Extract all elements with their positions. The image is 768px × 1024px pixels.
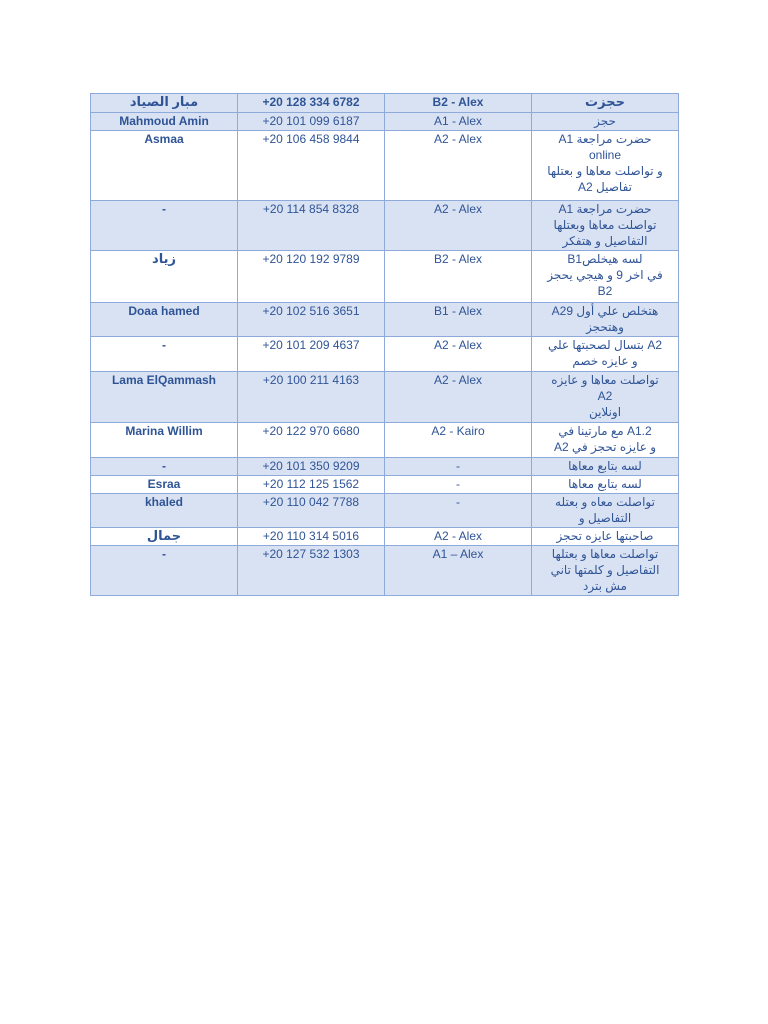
level-cell: B2 - Alex <box>385 94 532 113</box>
table-row <box>91 251 679 303</box>
phone-cell: +20 122 970 6680 <box>238 423 385 458</box>
level-cell: A1 – Alex <box>385 546 532 596</box>
phone-cell: +20 101 099 6187 <box>238 113 385 131</box>
phone-cell: +20 114 854 8328 <box>238 201 385 251</box>
notes-cell: حضرت مراجعة A1 online و تواصلت معاها و بعتلها تفاصيل A2 <box>532 131 679 201</box>
phone-cell: +20 120 192 9789 <box>238 251 385 303</box>
phone-cell: +20 102 516 3651 <box>238 303 385 337</box>
table-row <box>91 476 679 494</box>
name-cell: مبار الصياد <box>91 94 238 113</box>
level-cell: A2 - Kairo <box>385 423 532 458</box>
table-row <box>91 372 679 423</box>
level-cell: B1 - Alex <box>385 303 532 337</box>
level-cell: A2 - Alex <box>385 528 532 546</box>
notes-cell: حجز <box>532 113 679 131</box>
phone-cell: +20 112 125 1562 <box>238 476 385 494</box>
level-cell: A2 - Alex <box>385 337 532 372</box>
notes-cell: A2 بتسال لصحبتها علي و عايزه خصم <box>532 337 679 372</box>
phone-cell: +20 110 042 7788 <box>238 494 385 528</box>
notes-cell: تواصلت معاه و بعتله التفاصيل و <box>532 494 679 528</box>
phone-cell: +20 128 334 6782 <box>238 94 385 113</box>
notes-cell: لسه بتابع معاها <box>532 458 679 476</box>
name-cell: khaled <box>91 494 238 528</box>
notes-cell: هتخلص علي أول A29 وهتحجز <box>532 303 679 337</box>
table-row <box>91 423 679 458</box>
table-row <box>91 94 679 113</box>
notes-cell: حضرت مراجعة A1 تواصلت معاها وبعتلها التفاصيل و هتفكر <box>532 201 679 251</box>
table-row <box>91 113 679 131</box>
name-cell: Doaa hamed <box>91 303 238 337</box>
phone-cell: +20 127 532 1303 <box>238 546 385 596</box>
level-cell: A2 - Alex <box>385 131 532 201</box>
table-row <box>91 201 679 251</box>
phone-cell: +20 100 211 4163 <box>238 372 385 423</box>
phone-cell: +20 106 458 9844 <box>238 131 385 201</box>
notes-cell: لسه بتابع معاها <box>532 476 679 494</box>
phone-cell: +20 101 350 9209 <box>238 458 385 476</box>
table-row <box>91 131 679 201</box>
level-cell: - <box>385 476 532 494</box>
level-cell: B2 - Alex <box>385 251 532 303</box>
notes-cell: حجزت <box>532 94 679 113</box>
contacts-table-body <box>91 94 679 596</box>
table-row <box>91 528 679 546</box>
notes-cell: لسه هيخلصB1 في اخر 9 و هيجي يحجز B2 <box>532 251 679 303</box>
table-row <box>91 337 679 372</box>
notes-cell: تواصلت معاها و عايزه A2 اونلاين <box>532 372 679 423</box>
name-cell: - <box>91 546 238 596</box>
name-cell: - <box>91 337 238 372</box>
name-cell: جمال <box>91 528 238 546</box>
name-cell: Marina Willim <box>91 423 238 458</box>
name-cell: - <box>91 458 238 476</box>
name-cell: Lama ElQammash <box>91 372 238 423</box>
name-cell: Esraa <box>91 476 238 494</box>
table-row <box>91 303 679 337</box>
contacts-table <box>90 93 679 596</box>
name-cell: زياد <box>91 251 238 303</box>
phone-cell: +20 110 314 5016 <box>238 528 385 546</box>
table-row <box>91 494 679 528</box>
name-cell: - <box>91 201 238 251</box>
name-cell: Mahmoud Amin <box>91 113 238 131</box>
notes-cell: تواصلت معاها و بعتلها التفاصيل و كلمتها تاني مش بترد <box>532 546 679 596</box>
table-row <box>91 546 679 596</box>
notes-cell: صاحبتها عايزه تحجز <box>532 528 679 546</box>
level-cell: A2 - Alex <box>385 372 532 423</box>
phone-cell: +20 101 209 4637 <box>238 337 385 372</box>
level-cell: A1 - Alex <box>385 113 532 131</box>
level-cell: - <box>385 494 532 528</box>
name-cell: Asmaa <box>91 131 238 201</box>
level-cell: - <box>385 458 532 476</box>
notes-cell: A1.2 مع مارتينا في و عايزه تحجز في A2 <box>532 423 679 458</box>
table-row <box>91 458 679 476</box>
level-cell: A2 - Alex <box>385 201 532 251</box>
